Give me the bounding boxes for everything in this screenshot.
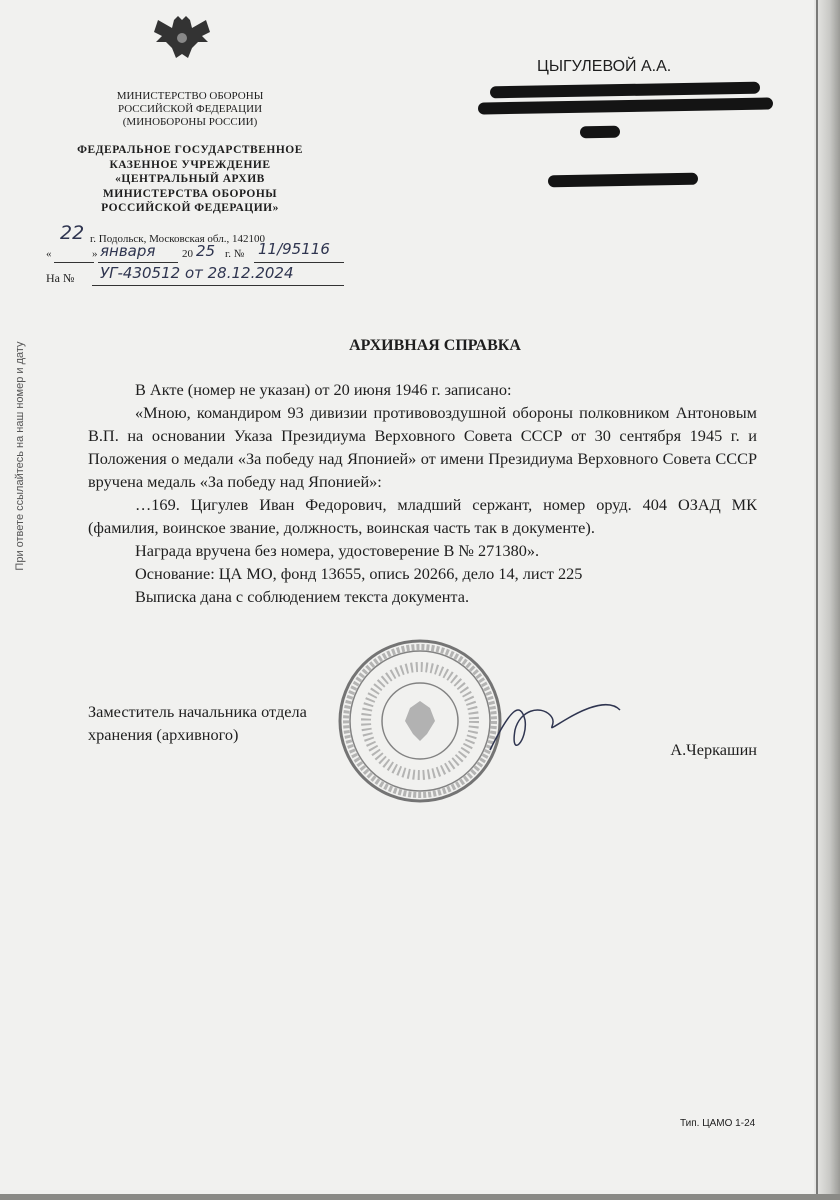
print-code: Тип. ЦАМО 1-24 <box>680 1118 756 1129</box>
institution-line: МИНИСТЕРСТВА ОБОРОНЫ <box>102 187 278 200</box>
ministry-line: МИНИСТЕРСТВО ОБОРОНЫ <box>116 90 264 102</box>
year-suffix: 25 <box>196 242 216 260</box>
position-line: Заместитель начальника отдела <box>88 702 307 721</box>
document-title: АРХИВНАЯ СПРАВКА <box>349 337 521 354</box>
addressee: ЦЫГУЛЕВОЙ А.А. <box>537 58 672 75</box>
ministry-line: (МИНОБОРОНЫ РОССИИ) <box>122 116 258 128</box>
paragraph: Выписка дана с соблюдением текста документа. <box>135 587 470 606</box>
institution-line: РОССИЙСКОЙ ФЕДЕРАЦИИ» <box>101 202 279 214</box>
scan-edge-line <box>816 0 818 1200</box>
side-note: При ответе ссылайтесь на наш номер и дату <box>14 341 26 571</box>
reply-label: На № <box>46 271 75 285</box>
redaction-bar <box>490 82 760 99</box>
date-day: 22 <box>60 222 85 244</box>
number-label: г. № <box>225 248 245 260</box>
paragraph: В Акте (номер не указан) от 20 июня 1946 г. записано: <box>135 380 512 399</box>
paragraph: Награда вручена без номера, удостоверение В № 271380». <box>135 541 540 560</box>
signatory-name: А.Черкашин <box>670 740 757 759</box>
date-month: января <box>100 242 156 260</box>
redaction-bar <box>548 173 698 188</box>
outgoing-number: 11/95116 <box>258 240 330 258</box>
double-headed-eagle-emblem <box>152 14 212 62</box>
redaction-bar <box>478 97 773 114</box>
institution-line: ФЕДЕРАЛЬНОЕ ГОСУДАРСТВЕННОЕ <box>77 144 303 156</box>
position-line: хранения (архивного) <box>88 725 239 744</box>
address: г. Подольск, Московская обл., 142100 <box>90 233 265 245</box>
signatory-position <box>88 700 307 746</box>
paragraph: Основание: ЦА МО, фонд 13655, опись 20266, дело 14, лист 225 <box>135 564 583 583</box>
year-prefix: 20 <box>182 248 193 260</box>
ministry-line: РОССИЙСКОЙ ФЕДЕРАЦИИ <box>117 103 263 115</box>
handwritten-signature <box>470 690 630 770</box>
document-body <box>88 378 757 608</box>
institution-block <box>40 143 340 216</box>
paragraph: …169. Цигулев Иван Федорович, младший сержант, номер оруд. 404 ОЗАД МК (фамилия, воинское звание, должность, воинская часть так в документе). <box>88 495 757 537</box>
institution-line: «ЦЕНТРАЛЬНЫЙ АРХИВ <box>115 173 265 185</box>
scan-bottom-edge <box>0 1194 840 1200</box>
institution-line: КАЗЕННОЕ УЧРЕЖДЕНИЕ <box>109 158 271 171</box>
reply-reference: УГ-430512 от 28.12.2024 <box>100 264 294 282</box>
redaction-bar <box>580 126 620 139</box>
paragraph: «Мною, командиром 93 дивизии противовоздушной обороны полковником Антоновым В.П. на основании Указа Президиума Верховного Совета СССР от 30 сентября 1945 г. и Положения о медали «За победу над Японией» от имени Президиума Верховного Совета СССР вручена медаль «За победу над Японией»: <box>88 403 757 491</box>
document-page: МИНИСТЕРСТВО ОБОРОНЫ РОССИЙСКОЙ ФЕДЕРАЦИИ (МИНОБОРОНЫ РОССИИ) ФЕДЕРАЛЬНОЕ ГОСУДАРСТВЕННОЕ КАЗЕННОЕ УЧРЕЖДЕНИЕ «ЦЕНТРАЛЬНЫЙ АРХИВ МИНИСТЕРСТВА ОБОРОНЫ РОССИЙСКОЙ ФЕДЕРАЦИИ» г. Подольск, Московская обл., 142100 22 « » января 20 25 г. № 11/95116 На № УГ-430512 от 28.12.2024 При ответе ссылайтесь на наш номер и дату ЦЫГУЛЕВОЙ А.А. АРХИВНАЯ СПРАВКА В Акте (номер не указан) от 20 июня 1946 г. записано: «Мною, командиром 93 дивизии противовоздушной обороны полковником Антоновым В.П. на основании Указа Президиума Верховного Совета СССР от 30 сентября 1945 г. и Положения о медали «За победу над Японией» от имени Президиума Верховного Совета СССР вручена медаль «За победу над Японией»: …169. Цигулев Иван Федорович, младший сержант, номер оруд. 404 ОЗАД МК (фамилия, воинское звание, должность, воинская часть так в документе). Награда вручена без номера, удостоверение В № 271380». Основание: ЦА МО, фонд 13655, опись 20266, дело 14, лист 225 Выписка дана с соблюдением текста документа. Заместитель начальника отдела хранения (архивного) А.Черкашин Тип. ЦАМО 1-24 <box>0 0 840 1200</box>
ministry-block <box>40 90 340 129</box>
